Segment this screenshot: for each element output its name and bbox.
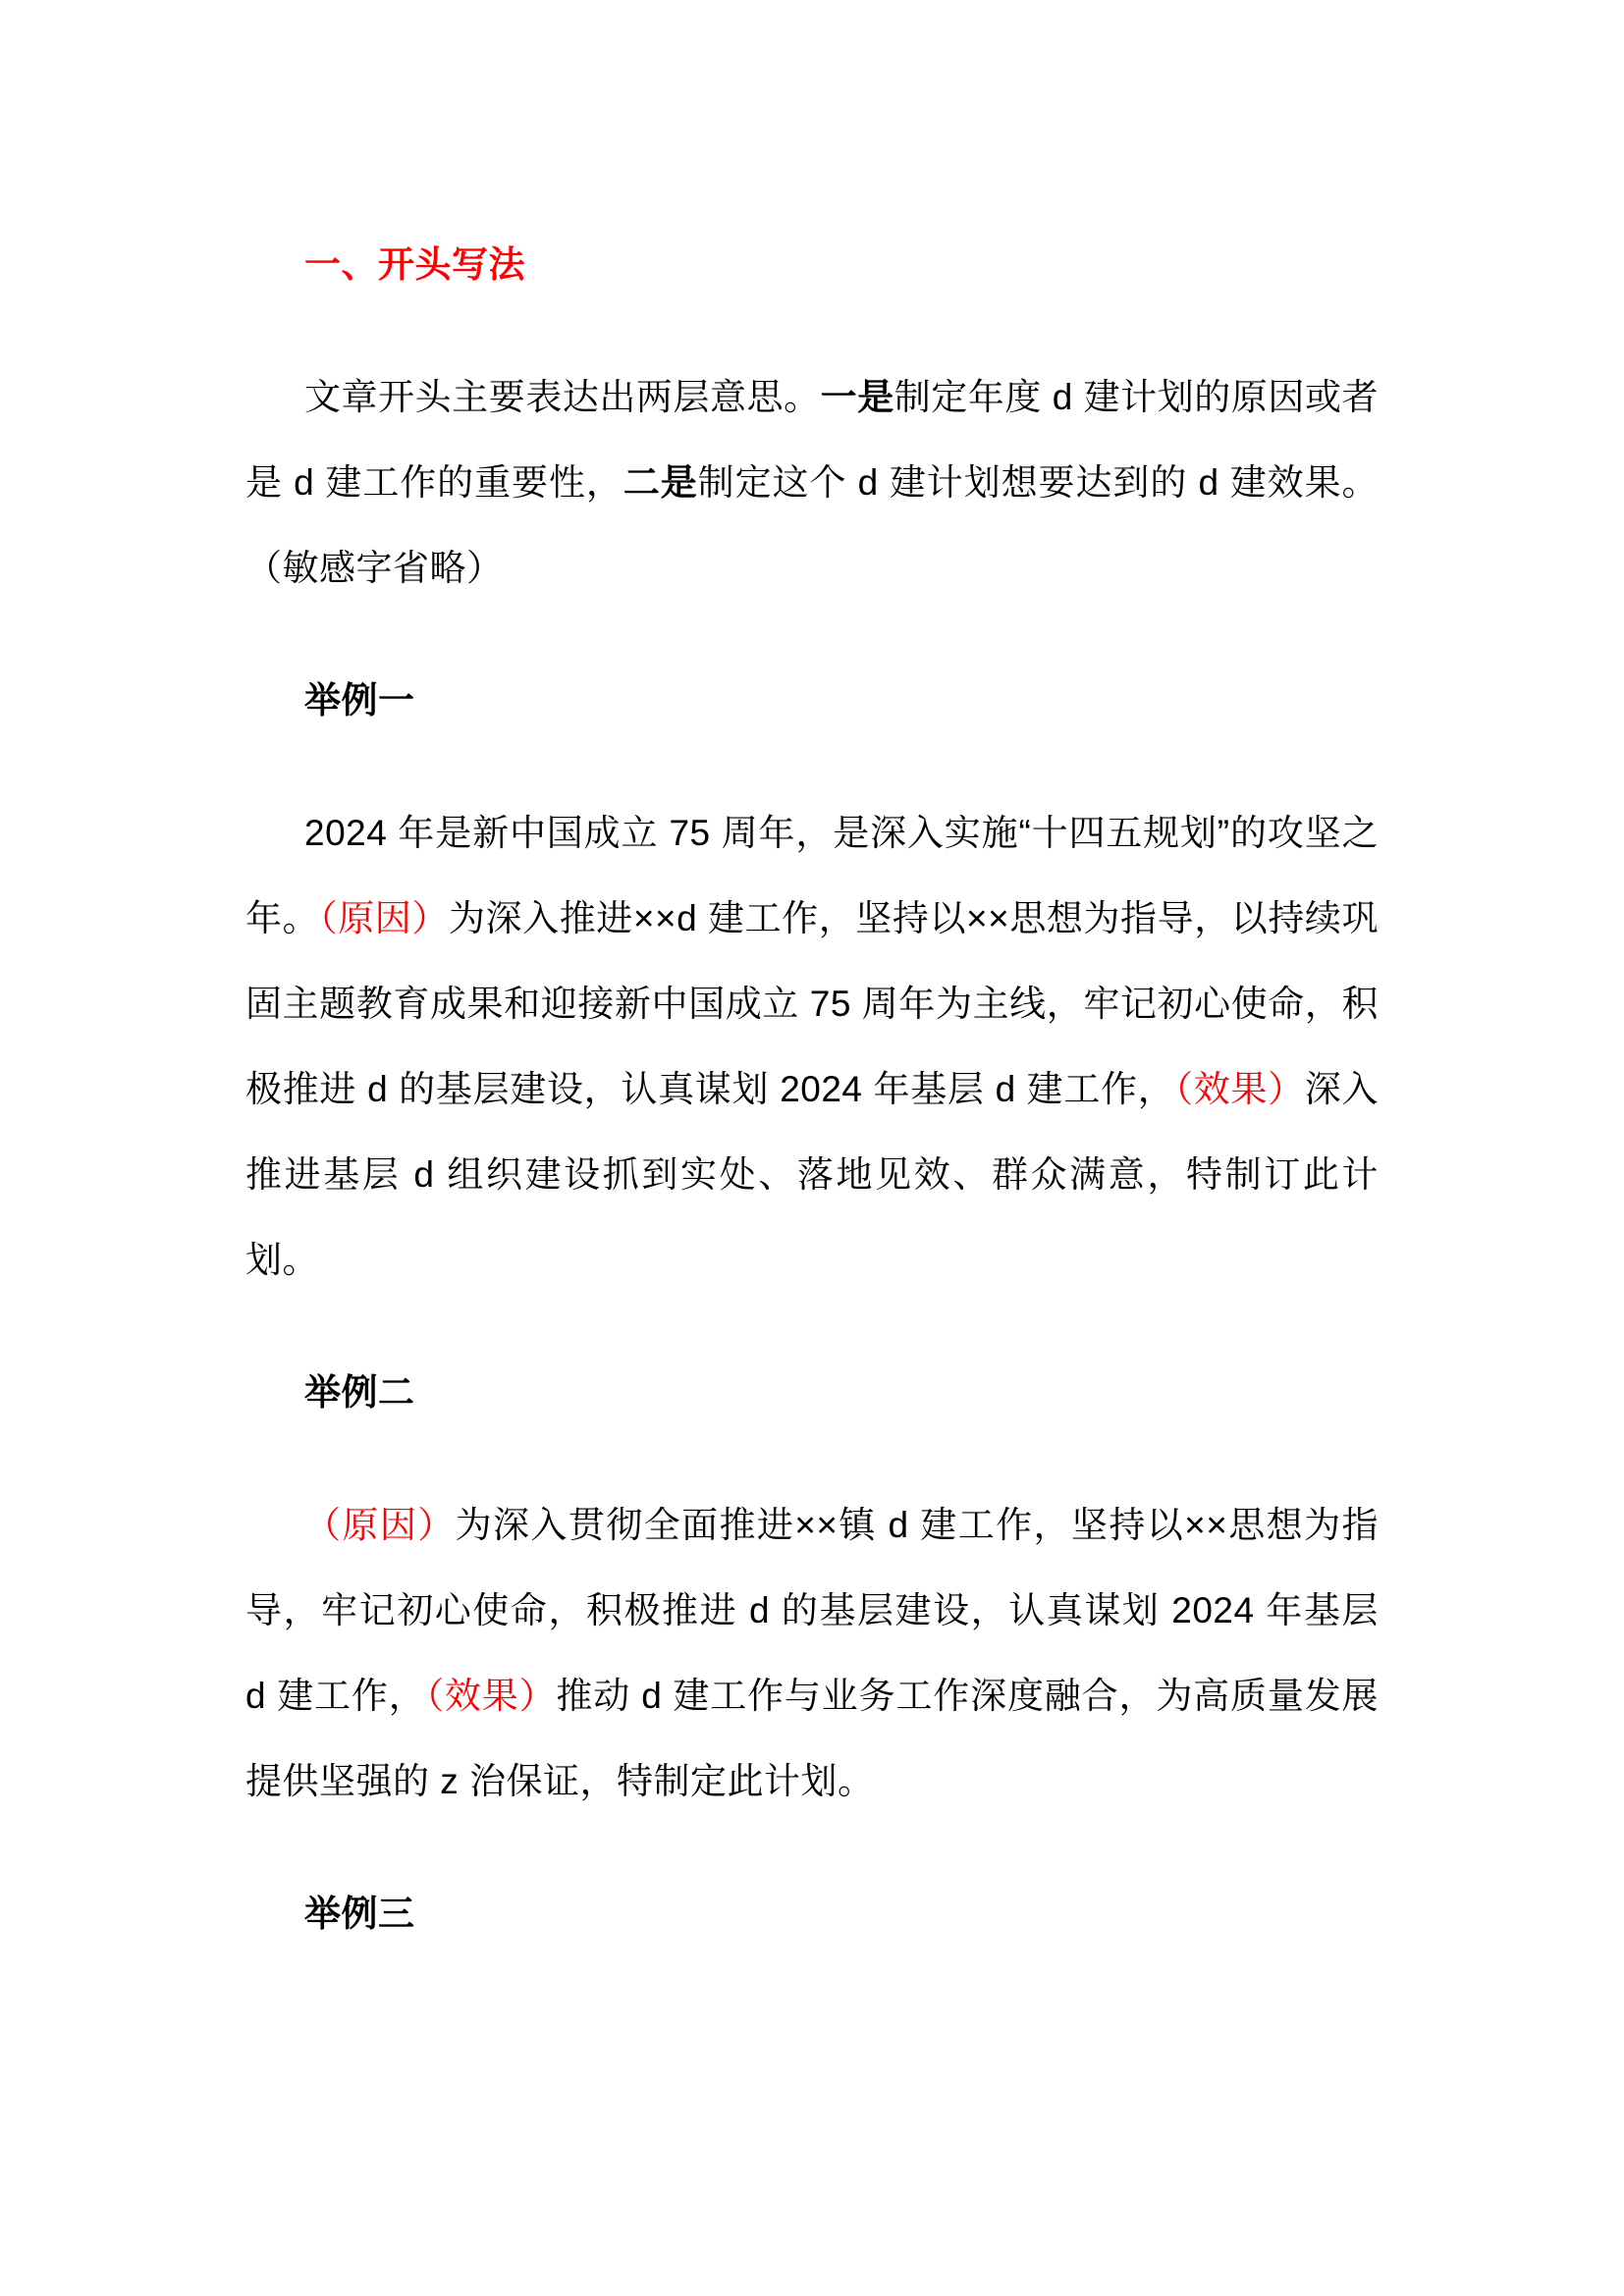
text-run: 为深入推进××d 建工作，坚持以××思想为指导，以持续巩固主题教育成果和迎接新中国成立 75 周年为主线，牢记初心使命，积极推进 d 的基层建设，认真谋划 2024 年基层 d 建工作， [245, 898, 1380, 1109]
text-run: 文章开头主要表达出两层意思。 [304, 377, 821, 417]
text-run: 为深入贯彻全面推进××镇 d 建工作，坚持以××思想为指导，牢记初心使命，积极推进 d 的基层建设，认真谋划 2024 年基层 d 建工作， [245, 1505, 1379, 1716]
red-text-run: （原因） [319, 898, 449, 938]
text-run: 制定这个 d 建计划想要达到的 d 建效果。（敏感字省略） [245, 462, 1380, 588]
example-3-heading [245, 1871, 1379, 1956]
text-run: 深入推进基层 d 组织建设抓到实处、落地见效、群众满意，特制订此计划。 [245, 1069, 1380, 1280]
bold-text-run: 二是 [623, 462, 698, 503]
bold-text-run: 举例一 [304, 680, 415, 721]
intro-paragraph [245, 354, 1379, 611]
example-2-paragraph [245, 1482, 1379, 1824]
example-1-paragraph [245, 790, 1379, 1303]
text-run: 2024 年是新中国成立 75 周年，是深入实施“十四五规划”的攻坚之年。 [245, 813, 1379, 938]
text-run: 推动 d 建工作与业务工作深度融合，为高质量发展提供坚强的 z 治保证，特制定此计划。 [245, 1676, 1380, 1801]
example-2-heading [245, 1350, 1379, 1435]
red-text-run: （效果） [1174, 1069, 1305, 1109]
section-heading-opening-method [245, 222, 1379, 307]
red-text-run: （效果） [425, 1676, 557, 1716]
red-text-run: 一、开头写法 [304, 244, 525, 285]
text-run: 制定年度 d 建计划的原因或者是 d 建工作的重要性， [245, 377, 1379, 503]
bold-text-run: 举例二 [304, 1372, 415, 1413]
bold-text-run: 举例三 [304, 1894, 415, 1934]
example-1-heading [245, 658, 1379, 743]
red-text-run: （原因） [304, 1505, 456, 1545]
bold-text-run: 一是 [820, 377, 894, 417]
